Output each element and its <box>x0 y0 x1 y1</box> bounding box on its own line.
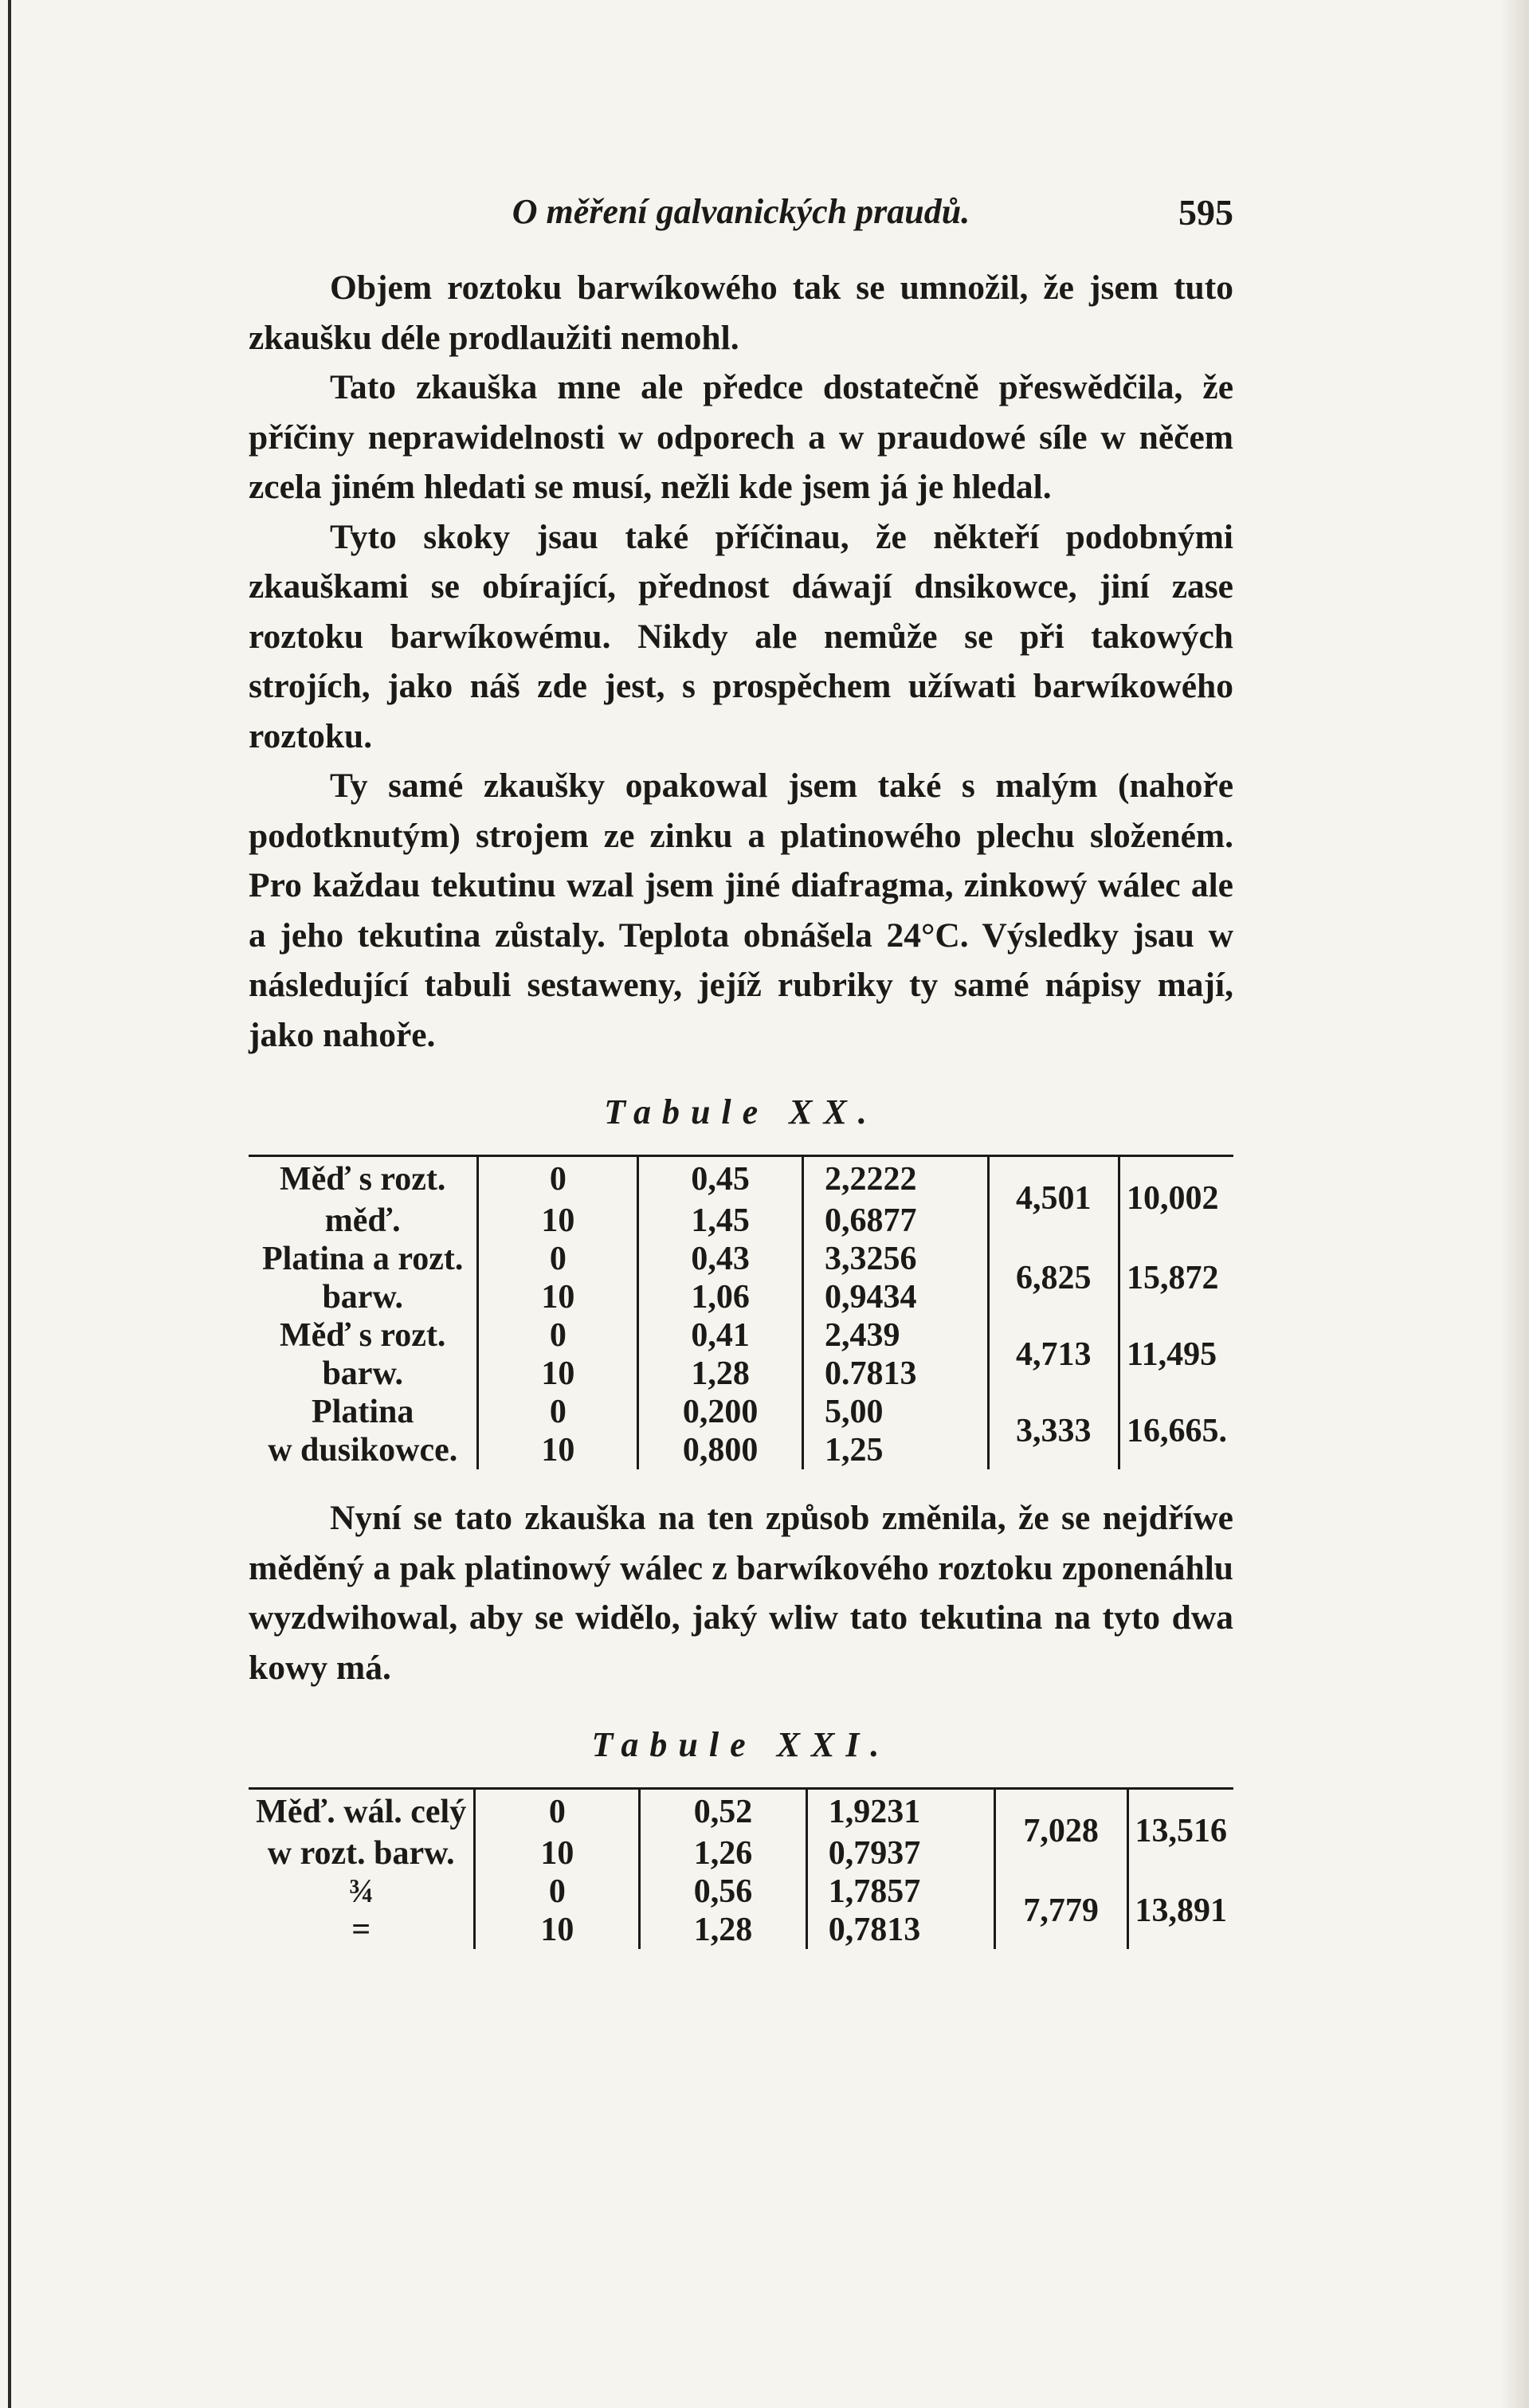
table-cell: = <box>249 1911 475 1949</box>
table-cell-group-value: 13,516 <box>1127 1789 1233 1873</box>
table-cell: 0 <box>478 1156 638 1202</box>
table-cell-group-value: 4,713 <box>988 1316 1119 1393</box>
table-xxi-title: Tabule XXI. <box>591 1725 891 1764</box>
table-cell: barw. <box>249 1278 478 1316</box>
table-cell: měď. <box>249 1202 478 1240</box>
scan-edge-shadow <box>1500 0 1529 2408</box>
table-cell: 1,26 <box>640 1834 806 1873</box>
table-cell-group-value: 13,891 <box>1135 1892 1227 1929</box>
table-cell: 0.7813 <box>803 1355 989 1393</box>
table-cell: 1,06 <box>638 1278 803 1316</box>
table-cell-group-value: 4,501 <box>988 1156 1119 1241</box>
table-cell: ¾ <box>249 1873 475 1911</box>
table-cell-group-value: 7,779 <box>994 1873 1127 1949</box>
table-cell: Platina <box>249 1393 478 1431</box>
table-cell: Měď. wál. celý <box>249 1789 475 1835</box>
table-xxi <box>249 1787 1233 1949</box>
table-cell: Měď s rozt. <box>249 1156 478 1202</box>
table-cell: 0 <box>478 1316 638 1355</box>
running-title: O měření galvanických praudů. <box>512 192 970 231</box>
table-cell: w dusikowce. <box>249 1431 478 1469</box>
paragraph-5: Nyní se tato zkauška na ten způsob změnila, že se nejdříwe měděný a pak platinowý wálec z barwíkového roztoku zponenáhlu wyzdwihowal, aby se widělo, jaký wliw tato tekutina na tyto dwa kowy má. <box>249 1499 1233 1687</box>
paragraph-3: Tyto skoky jsau také příčinau, že někteří podobnými zkauškami se obírající, přednost dáwají dnsikowce, jiní zase roztoku barwíkowému. Nikdy ale nemůže se při takowých strojích, jako náš zde jest, s prospěchem užíwati barwíkowého roztoku. <box>249 517 1233 755</box>
paragraph-1: Objem roztoku barwíkowého tak se umnožil, že jsem tuto zkaušku déle prodlaužiti nemohl. <box>249 269 1233 357</box>
paragraph-4: Ty samé zkaušky opakowal jsem také s malým (nahoře podotknutým) strojem ze zinku a platinowého plechu složeném. Pro každau tekutinu wzal jsem jiné diafragma, zinkowý wálec ale a jeho tekutina zůstaly. Teplota obnášela 24°C. Výsledky jsau w následující tabuli sestaweny, jejíž rubriky ty samé nápisy mají, jako nahoře. <box>249 767 1233 1054</box>
table-cell-group-value: 11,495 <box>1127 1336 1217 1373</box>
paragraph-2: Tato zkauška mne ale předce dostatečně přeswědčila, že příčiny neprawidelnosti w odporech a w praudowé síle w něčem zcela jiném hledati se musí, nežli kde jsem já je hledal. <box>249 368 1233 506</box>
page-number: 595 <box>1178 192 1233 233</box>
table-cell-group-value: 16,665. <box>1127 1413 1227 1449</box>
table-cell: 0,56 <box>640 1873 806 1911</box>
table-cell: Měď s rozt. <box>249 1316 478 1355</box>
table-cell: 1,28 <box>638 1355 803 1393</box>
table-cell: w rozt. barw. <box>249 1834 475 1873</box>
table-row <box>249 1393 1233 1431</box>
table-cell: 2,439 <box>803 1316 989 1355</box>
table-cell: 10 <box>478 1202 638 1240</box>
table-cell: barw. <box>249 1355 478 1393</box>
table-cell: 1,25 <box>803 1431 989 1469</box>
table-row <box>249 1240 1233 1278</box>
left-page-rule <box>8 0 11 2408</box>
table-cell: 0,45 <box>638 1156 803 1202</box>
table-cell: 0,52 <box>640 1789 806 1835</box>
book-page <box>249 191 1233 1949</box>
table-cell: 1,45 <box>638 1202 803 1240</box>
table-row <box>249 1316 1233 1355</box>
table-cell: 1,7857 <box>806 1873 994 1911</box>
table-cell: 0 <box>475 1873 640 1911</box>
table-row <box>249 1789 1233 1835</box>
table-cell-group-value: 3,333 <box>988 1393 1119 1469</box>
table-cell: 0,800 <box>638 1431 803 1469</box>
table-cell: 1,9231 <box>806 1789 994 1835</box>
table-cell: 10 <box>475 1911 640 1949</box>
table-cell: 10 <box>478 1278 638 1316</box>
table-cell-group-value: 15,872 <box>1127 1260 1219 1296</box>
table-cell: 0,200 <box>638 1393 803 1431</box>
table-cell-group-value: 6,825 <box>988 1240 1119 1316</box>
table-row <box>249 1156 1233 1202</box>
table-cell: 0 <box>478 1240 638 1278</box>
table-cell: 5,00 <box>803 1393 989 1431</box>
table-cell: 10 <box>475 1834 640 1873</box>
table-cell: 0,6877 <box>803 1202 989 1240</box>
table-cell: 0,43 <box>638 1240 803 1278</box>
table-cell: 0 <box>478 1393 638 1431</box>
table-cell: 0,41 <box>638 1316 803 1355</box>
table-cell: 10 <box>478 1355 638 1393</box>
table-cell: Platina a rozt. <box>249 1240 478 1278</box>
page-header <box>249 191 1233 263</box>
table-row <box>249 1873 1233 1911</box>
table-cell: 0,9434 <box>803 1278 989 1316</box>
table-cell: 0,7813 <box>806 1911 994 1949</box>
table-cell-group-value: 10,002 <box>1119 1156 1234 1241</box>
table-cell-group-value: 7,028 <box>994 1789 1127 1873</box>
table-cell: 10 <box>478 1431 638 1469</box>
table-xx-title: Tabule XX. <box>604 1092 878 1131</box>
table-cell: 0,7937 <box>806 1834 994 1873</box>
table-cell: 1,28 <box>640 1911 806 1949</box>
table-xx <box>249 1155 1233 1469</box>
table-cell: 0 <box>475 1789 640 1835</box>
table-cell: 2,2222 <box>803 1156 989 1202</box>
table-cell: 3,3256 <box>803 1240 989 1278</box>
